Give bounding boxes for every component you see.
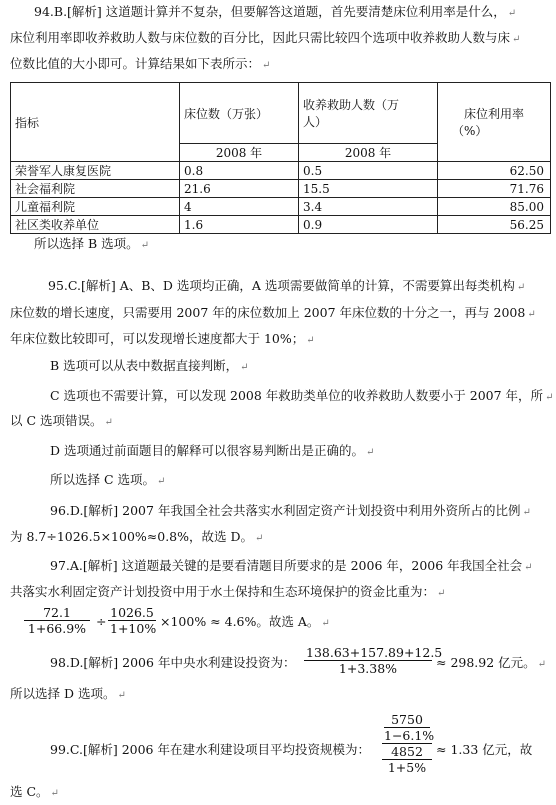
table-row xyxy=(11,180,551,198)
q98-fraction: $\frac{138.63+157.89+12.5}{1+3.38\%}$ xyxy=(306,645,443,676)
row-name: 社区类收养单位 xyxy=(11,216,180,234)
q97-line-2: 共落实水利固定资产计划投资中用于水土保持和生态环境保护的资金比重为： ↵ xyxy=(10,584,446,599)
q99-compound-fraction: 5750 1−6.1% 4852 1+5% xyxy=(384,712,435,775)
q97-tail: ×100% ≈ 4.6%。故选 A。 ↵ xyxy=(160,614,330,629)
q94-conclusion: 所以选择 B 选项。 ↵ xyxy=(34,236,150,251)
row-name: 儿童福利院 xyxy=(11,198,180,216)
header-rate: 床位利用率 （%） xyxy=(438,83,551,162)
row-beds: 4 xyxy=(180,198,299,216)
q95-conclusion: 所以选择 C 选项。 ↵ xyxy=(50,472,166,487)
q96-line-1: 96.D.[解析] 2007 年我国全社会共落实水利固定资产计划投资中利用外资所占的比例 ↵ xyxy=(50,503,531,518)
q95-line-2: 床位数的增长速度，只需要用 2007 年的床位数加上 2007 年床位数的十分之一，再与 2008 ↵ xyxy=(10,305,536,320)
q97-fraction-1: $\frac{72.1}{1+66.9\%}$ xyxy=(24,605,90,636)
row-beds: 1.6 xyxy=(180,216,299,234)
year-beds: 2008 年 xyxy=(180,144,299,162)
q95-line-3: 年床位数比较即可，可以发现增长速度都大于 10%； ↵ xyxy=(10,331,315,346)
header-indicator: 指标 xyxy=(11,83,180,162)
q97-fraction-2: $\frac{1026.5}{1+10\%}$ xyxy=(110,605,157,636)
header-rescued: 收养救助人数（万 人） xyxy=(299,83,438,144)
row-rate: 71.76 xyxy=(438,180,551,198)
row-name: 社会福利院 xyxy=(11,180,180,198)
table-row xyxy=(11,198,551,216)
q98-lead: 98.D.[解析] 2006 年中央水利建设投资为： xyxy=(50,655,296,670)
row-rescued: 15.5 xyxy=(299,180,438,198)
row-rescued: 0.5 xyxy=(299,162,438,180)
row-rate: 56.25 xyxy=(438,216,551,234)
q99-lead: 99.C.[解析] 2006 年在建水利建设项目平均投资规模为： xyxy=(50,742,370,757)
q94-line-2: 床位利用率即收养救助人数与床位数的百分比，因此只需比较四个选项中收养救助人数与床 ↵ xyxy=(10,30,521,45)
q94-line-3: 位数比值的大小即可。计算结果如下表所示： ↵ xyxy=(10,56,271,71)
q98-tail: ≈ 298.92 亿元。 ↵ xyxy=(436,655,547,670)
table-row xyxy=(11,216,551,234)
q99-tail: ≈ 1.33 亿元，故 xyxy=(436,742,533,757)
row-rate: 62.50 xyxy=(438,162,551,180)
table-row xyxy=(11,162,551,180)
row-beds: 0.8 xyxy=(180,162,299,180)
row-rescued: 0.9 xyxy=(299,216,438,234)
q97-divide: ÷ xyxy=(96,614,107,629)
row-rate: 85.00 xyxy=(438,198,551,216)
q99-end: 选 C。 ↵ xyxy=(10,784,59,799)
q95-line-1: 95.C.[解析] A、B、D 选项均正确，A 选项需要做简单的计算，不需要算出每类机构 ↵ xyxy=(48,278,526,293)
row-name: 荣誉军人康复医院 xyxy=(11,162,180,180)
q94-line-1: 94.B.[解析] 这道题计算并不复杂，但要解答这道题，首先要清楚床位利用率是什么， ↵ xyxy=(34,4,517,19)
q97-line-1: 97.A.[解析] 这道题最关键的是要看清题目所要求的是 2006 年，2006 年我国全社会 ↵ xyxy=(50,558,533,573)
q95-c-line-1: C 选项也不需要计算，可以发现 2008 年救助类单位的收养救助人数要小于 2007 年，所 ↵ xyxy=(50,388,554,403)
bed-utilization-table xyxy=(10,82,551,234)
q98-conclusion: 所以选择 D 选项。 ↵ xyxy=(10,686,126,701)
header-beds: 床位数（万张） xyxy=(180,83,299,144)
q95-c-line-2: 以 C 选项错误。 ↵ xyxy=(10,413,113,428)
row-beds: 21.6 xyxy=(180,180,299,198)
q96-line-2: 为 8.7÷1026.5×100%≈0.8%，故选 D。 ↵ xyxy=(10,529,264,544)
q95-d-line: D 选项通过前面题目的解释可以很容易判断出是正确的。 ↵ xyxy=(50,443,375,458)
row-rescued: 3.4 xyxy=(299,198,438,216)
year-rescued: 2008 年 xyxy=(299,144,438,162)
q95-b-line: B 选项可以从表中数据直接判断， ↵ xyxy=(50,358,249,373)
